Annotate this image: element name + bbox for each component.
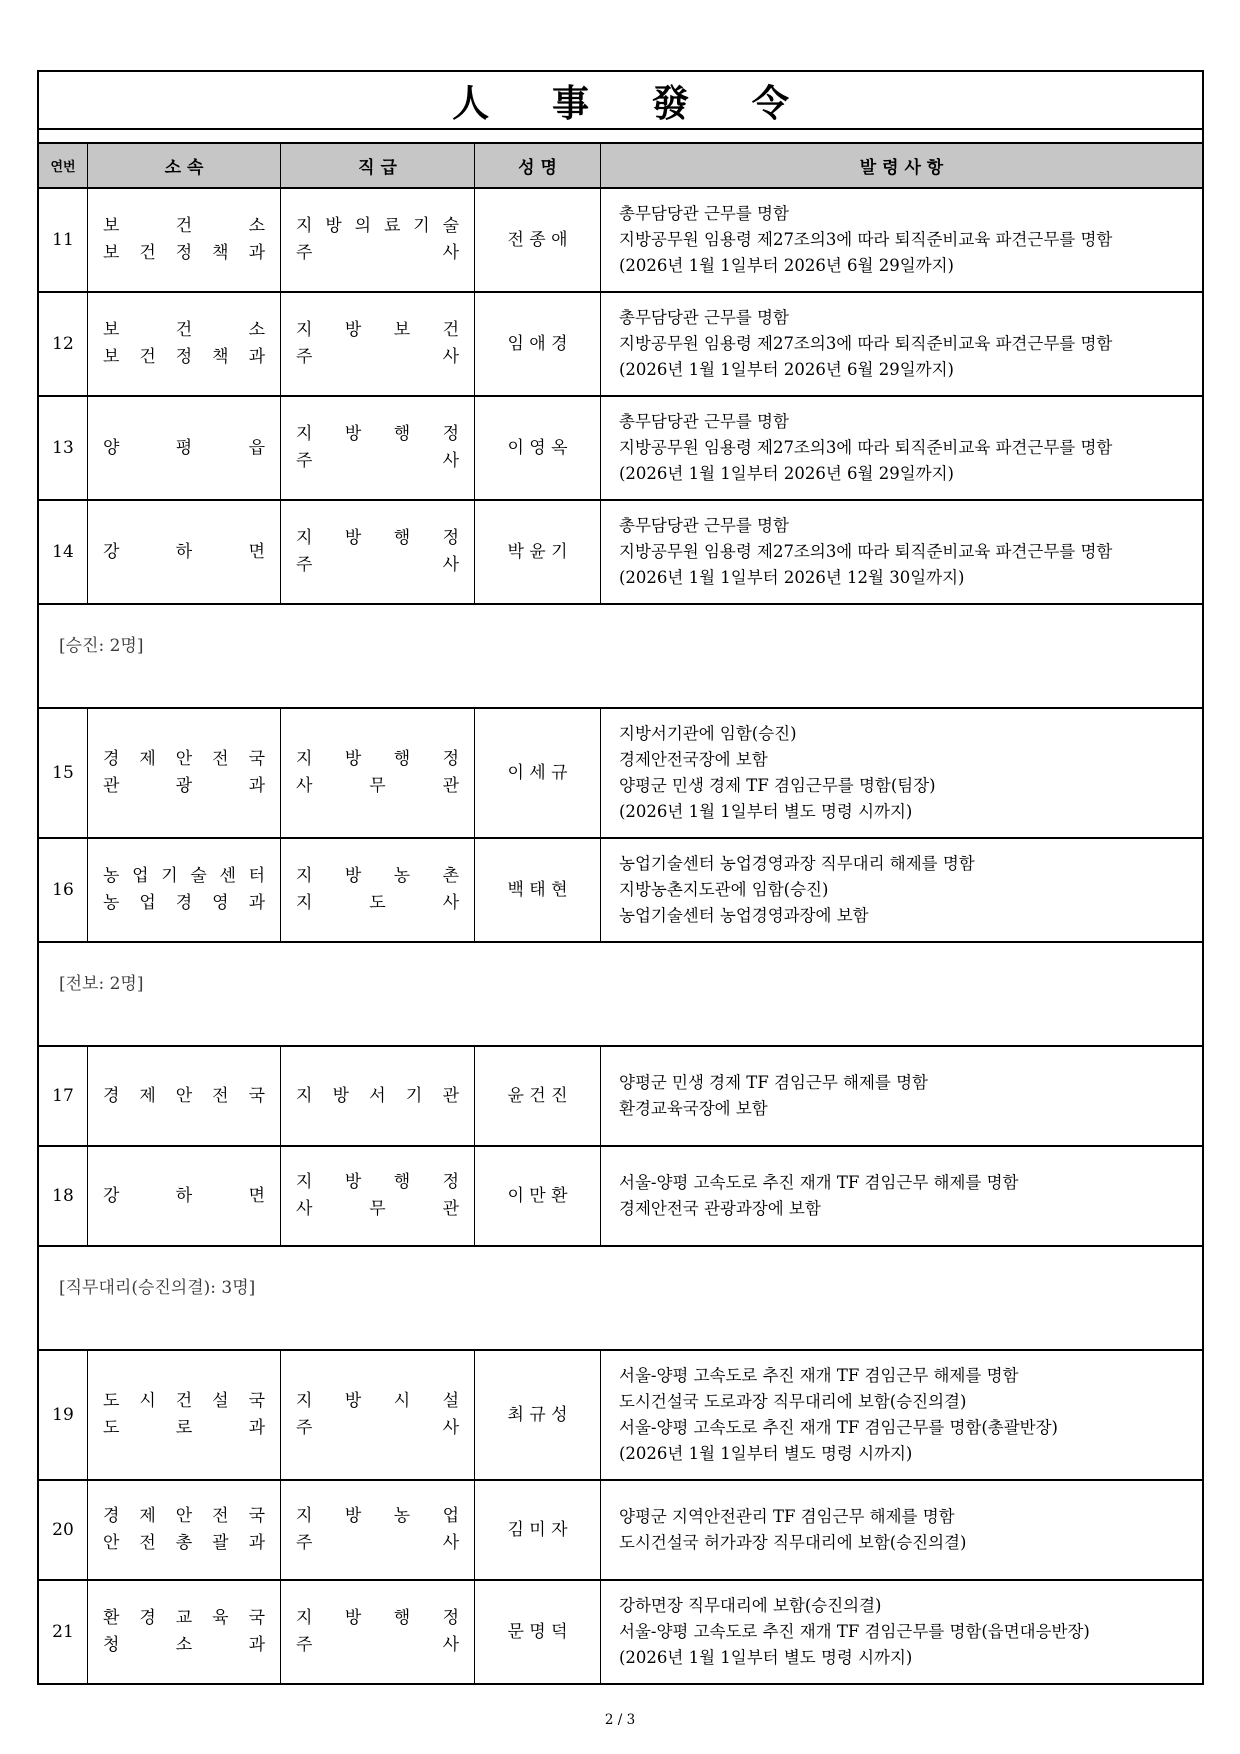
rank-line: 지 방 행 정 — [296, 424, 459, 444]
cell-orders — [601, 397, 1202, 499]
cell-serial — [39, 1351, 88, 1479]
cell-serial — [39, 839, 88, 941]
rank-line: 주 사 — [296, 347, 459, 367]
table-row — [39, 397, 1202, 501]
person-name: 이 세 규 — [507, 762, 568, 783]
serial-number: 12 — [52, 333, 74, 354]
cell-orders — [601, 1147, 1202, 1245]
table-row — [39, 1047, 1202, 1147]
person-name: 김 미 자 — [507, 1519, 568, 1540]
order-line: 서울-양평 고속도로 추진 재개 TF 겸임근무 해제를 명함 — [619, 1366, 1019, 1385]
department-line: 경 제 안 전 국 — [103, 1506, 265, 1526]
cell-serial — [39, 1047, 88, 1145]
person-name: 최 규 성 — [507, 1404, 568, 1425]
rank-line: 지 도 사 — [296, 893, 459, 913]
table-header-row — [39, 144, 1202, 189]
cell-name — [475, 189, 601, 291]
cell-name — [475, 1147, 601, 1245]
person-name: 백 태 현 — [507, 879, 568, 900]
section-label: [전보: 2명] — [59, 974, 144, 994]
person-name: 임 애 경 — [507, 333, 568, 354]
person-name: 이 영 옥 — [507, 437, 568, 458]
title-separator-row — [39, 130, 1202, 144]
department-line: 관 광 과 — [103, 776, 265, 796]
cell-rank — [281, 1581, 475, 1683]
order-line: (2026년 1월 1일부터 별도 명령 시까지) — [619, 1648, 913, 1667]
cell-rank — [281, 397, 475, 499]
cell-department — [88, 1481, 281, 1579]
column-header-rank: 직 급 — [281, 144, 475, 187]
section-divider-row — [39, 605, 1202, 709]
rank-line: 지 방 농 업 — [296, 1506, 459, 1526]
cell-orders — [601, 1581, 1202, 1683]
rank-line: 지 방 농 촌 — [296, 866, 459, 886]
order-line: 양평군 민생 경제 TF 겸임근무를 명함(팀장) — [619, 776, 936, 795]
person-name: 전 종 애 — [507, 229, 568, 250]
rank-line: 지 방 시 설 — [296, 1391, 459, 1411]
department-line: 농 업 기 술 센 터 — [103, 866, 265, 886]
serial-number: 20 — [52, 1519, 74, 1540]
department-line: 도 시 건 설 국 — [103, 1391, 265, 1411]
rank-line: 사 무 관 — [296, 776, 459, 796]
serial-number: 18 — [52, 1185, 74, 1206]
cell-name — [475, 839, 601, 941]
order-line: 지방서기관에 임함(승진) — [619, 724, 797, 743]
rank-line: 지 방 행 정 — [296, 1172, 459, 1192]
cell-department — [88, 1351, 281, 1479]
order-line: 강하면장 직무대리에 보함(승진의결) — [619, 1596, 882, 1615]
cell-orders — [601, 293, 1202, 395]
order-line: (2026년 1월 1일부터 2026년 6월 29일까지) — [619, 360, 954, 379]
table-row — [39, 1481, 1202, 1581]
order-line: 경제안전국장에 보함 — [619, 750, 768, 769]
table-row — [39, 1351, 1202, 1481]
cell-name — [475, 397, 601, 499]
column-header-serial: 연번 — [39, 144, 88, 187]
order-line: 양평군 민생 경제 TF 겸임근무 해제를 명함 — [619, 1073, 928, 1092]
table-row — [39, 709, 1202, 839]
cell-name — [475, 1481, 601, 1579]
cell-orders — [601, 1047, 1202, 1145]
cell-serial — [39, 397, 88, 499]
order-line: 농업기술센터 농업경영과장에 보함 — [619, 906, 869, 925]
cell-serial — [39, 1147, 88, 1245]
cell-serial — [39, 1581, 88, 1683]
serial-number: 21 — [52, 1621, 74, 1642]
page-number: 2 / 3 — [604, 1712, 636, 1728]
rank-line: 주 사 — [296, 451, 459, 471]
department-line: 강 하 면 — [103, 1185, 265, 1206]
department-line: 양 평 읍 — [103, 437, 265, 458]
rank-line: 지 방 행 정 — [296, 749, 459, 769]
department-line: 보 건 정 책 과 — [103, 347, 265, 367]
cell-serial — [39, 501, 88, 603]
rank-line: 사 무 관 — [296, 1199, 459, 1219]
department-line: 보 건 소 — [103, 320, 265, 340]
cell-name — [475, 1047, 601, 1145]
order-line: 지방공무원 임용령 제27조의3에 따라 퇴직준비교육 파견근무를 명함 — [619, 230, 1113, 249]
department-line: 도 로 과 — [103, 1418, 265, 1438]
order-line: 지방공무원 임용령 제27조의3에 따라 퇴직준비교육 파견근무를 명함 — [619, 438, 1113, 457]
cell-department — [88, 1581, 281, 1683]
cell-department — [88, 1147, 281, 1245]
column-header-name: 성 명 — [475, 144, 601, 187]
order-line: 경제안전국 관광과장에 보함 — [619, 1199, 821, 1218]
order-line: (2026년 1월 1일부터 별도 명령 시까지) — [619, 1444, 913, 1463]
department-line: 강 하 면 — [103, 541, 265, 562]
order-line: (2026년 1월 1일부터 2026년 6월 29일까지) — [619, 464, 954, 483]
cell-department — [88, 839, 281, 941]
order-line: (2026년 1월 1일부터 2026년 6월 29일까지) — [619, 256, 954, 275]
order-line: 총무담당관 근무를 명함 — [619, 308, 789, 327]
section-divider-row — [39, 943, 1202, 1047]
cell-department — [88, 709, 281, 837]
table-row — [39, 1581, 1202, 1683]
cell-serial — [39, 189, 88, 291]
order-line: 서울-양평 고속도로 추진 재개 TF 겸임근무를 명함(읍면대응반장) — [619, 1622, 1090, 1641]
cell-name — [475, 1351, 601, 1479]
cell-orders — [601, 709, 1202, 837]
cell-orders — [601, 1351, 1202, 1479]
rank-line: 주 사 — [296, 1635, 459, 1655]
order-line: 서울-양평 고속도로 추진 재개 TF 겸임근무를 명함(총괄반장) — [619, 1418, 1058, 1437]
rank-line: 주 사 — [296, 1418, 459, 1438]
cell-serial — [39, 1481, 88, 1579]
cell-orders — [601, 501, 1202, 603]
order-line: 도시건설국 허가과장 직무대리에 보함(승진의결) — [619, 1533, 967, 1552]
order-line: 지방농촌지도관에 임함(승진) — [619, 880, 829, 899]
cell-rank — [281, 1481, 475, 1579]
section-label: [승진: 2명] — [59, 636, 144, 656]
order-line: 농업기술센터 농업경영과장 직무대리 해제를 명함 — [619, 854, 975, 873]
department-line: 보 건 소 — [103, 216, 265, 236]
cell-serial — [39, 293, 88, 395]
cell-orders — [601, 1481, 1202, 1579]
serial-number: 11 — [52, 229, 74, 250]
rank-line: 주 사 — [296, 243, 459, 263]
column-header-orders: 발 령 사 항 — [859, 158, 944, 178]
order-line: 지방공무원 임용령 제27조의3에 따라 퇴직준비교육 파견근무를 명함 — [619, 542, 1113, 561]
cell-name — [475, 293, 601, 395]
order-line: 총무담당관 근무를 명함 — [619, 204, 789, 223]
order-line: 양평군 지역안전관리 TF 겸임근무 해제를 명함 — [619, 1507, 955, 1526]
serial-number: 13 — [52, 437, 74, 458]
rank-line: 지 방 행 정 — [296, 528, 459, 548]
cell-orders — [601, 839, 1202, 941]
department-line: 농 업 경 영 과 — [103, 893, 265, 913]
table-row — [39, 501, 1202, 605]
cell-department — [88, 397, 281, 499]
department-line: 경 제 안 전 국 — [103, 1085, 265, 1106]
person-name: 윤 건 진 — [507, 1085, 568, 1106]
cell-rank — [281, 293, 475, 395]
cell-name — [475, 501, 601, 603]
order-line: 환경교육국장에 보함 — [619, 1099, 768, 1118]
department-line: 청 소 과 — [103, 1635, 265, 1655]
serial-number: 16 — [52, 879, 74, 900]
person-name: 이 만 환 — [507, 1185, 568, 1206]
table-row — [39, 1147, 1202, 1247]
person-name: 문 명 덕 — [507, 1621, 568, 1642]
table-row — [39, 839, 1202, 943]
column-header-department: 소 속 — [88, 144, 281, 187]
personnel-order-document — [37, 70, 1204, 1685]
cell-department — [88, 501, 281, 603]
cell-name — [475, 1581, 601, 1683]
rank-line: 지 방 행 정 — [296, 1608, 459, 1628]
cell-rank — [281, 501, 475, 603]
rank-line: 주 사 — [296, 555, 459, 575]
rank-line: 주 사 — [296, 1533, 459, 1553]
order-line: 총무담당관 근무를 명함 — [619, 516, 789, 535]
person-name: 박 윤 기 — [507, 541, 568, 562]
order-line: (2026년 1월 1일부터 2026년 12월 30일까지) — [619, 568, 965, 587]
cell-rank — [281, 189, 475, 291]
serial-number: 15 — [52, 762, 74, 783]
order-line: 총무담당관 근무를 명함 — [619, 412, 789, 431]
department-line: 경 제 안 전 국 — [103, 749, 265, 769]
table-row — [39, 293, 1202, 397]
section-label: [직무대리(승진의결): 3명] — [59, 1278, 256, 1298]
cell-orders — [601, 189, 1202, 291]
serial-number: 19 — [52, 1404, 74, 1425]
cell-rank — [281, 1147, 475, 1245]
order-line: (2026년 1월 1일부터 별도 명령 시까지) — [619, 802, 913, 821]
rank-line: 지 방 의 료 기 술 — [296, 216, 459, 236]
cell-department — [88, 293, 281, 395]
document-title: 人 事 發 令 — [39, 72, 1202, 130]
order-line: 서울-양평 고속도로 추진 재개 TF 겸임근무 해제를 명함 — [619, 1173, 1019, 1192]
department-line: 보 건 정 책 과 — [103, 243, 265, 263]
cell-department — [88, 189, 281, 291]
cell-rank — [281, 1351, 475, 1479]
section-divider-row — [39, 1247, 1202, 1351]
cell-serial — [39, 709, 88, 837]
department-line: 안 전 총 괄 과 — [103, 1533, 265, 1553]
order-line: 지방공무원 임용령 제27조의3에 따라 퇴직준비교육 파견근무를 명함 — [619, 334, 1113, 353]
department-line: 환 경 교 육 국 — [103, 1608, 265, 1628]
serial-number: 14 — [52, 541, 74, 562]
order-line: 도시건설국 도로과장 직무대리에 보함(승진의결) — [619, 1392, 967, 1411]
rank-line: 지 방 보 건 — [296, 320, 459, 340]
cell-rank — [281, 839, 475, 941]
table-row — [39, 189, 1202, 293]
cell-department — [88, 1047, 281, 1145]
cell-rank — [281, 709, 475, 837]
serial-number: 17 — [52, 1085, 74, 1106]
cell-rank — [281, 1047, 475, 1145]
table-body — [39, 189, 1202, 1683]
cell-name — [475, 709, 601, 837]
rank-line: 지 방 서 기 관 — [296, 1085, 459, 1106]
